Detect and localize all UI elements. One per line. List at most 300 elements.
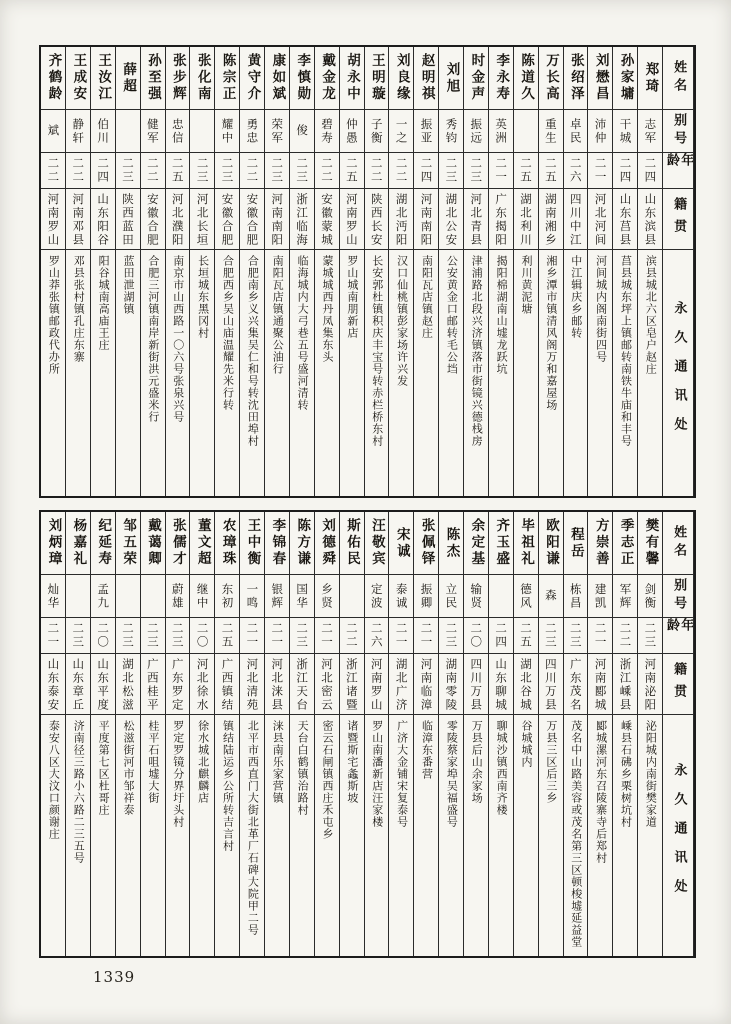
entry-column (66, 47, 91, 496)
address-cell (265, 250, 289, 496)
age-cell (190, 618, 214, 654)
age-cell-text: 二三 (220, 157, 235, 184)
age-cell (539, 153, 563, 189)
header-label: 籍贯 (671, 662, 687, 706)
age-cell-text: 二一 (394, 622, 409, 649)
address-cell-text: 郾城漯河东召陵寨寺后郑村 (594, 720, 608, 864)
origin-cell-text: 河南泌阳 (643, 658, 658, 712)
alias-cell (613, 575, 637, 618)
alias-cell-text: 银辉 (270, 582, 285, 610)
name-cell-text: 胡永中 (343, 53, 360, 103)
entry-column (265, 512, 290, 956)
origin-cell-text: 河北徐水 (195, 658, 210, 712)
name-cell-text: 王成安 (70, 53, 87, 103)
name-cell-text: 宋诚 (393, 526, 410, 560)
entry-column (638, 512, 663, 956)
name-cell-text: 樊有馨 (642, 518, 659, 568)
address-cell-text: 长垣城东黑冈村 (196, 255, 210, 339)
age-cell-text: 二五 (220, 622, 235, 649)
name-cell (340, 512, 364, 575)
header-alias-cell (663, 110, 693, 153)
address-cell-text: 合肥南乡义兴集吴仁和号转沈田埠村 (246, 255, 260, 447)
address-cell-text: 密云石闸镇西庄禾屯乡 (321, 720, 334, 840)
age-cell (265, 618, 289, 654)
alias-cell (190, 575, 214, 618)
address-cell-text: 茂名中山路美容或茂名第三区顿梭墟延益堂 (569, 720, 583, 948)
address-cell (290, 250, 314, 496)
age-cell-text: 二五 (543, 157, 558, 184)
age-cell-text: 二一 (270, 622, 285, 649)
origin-cell (240, 189, 264, 250)
alias-cell (564, 110, 588, 153)
name-cell-text: 张佩铎 (418, 518, 435, 568)
address-cell (638, 250, 662, 496)
address-cell (564, 715, 588, 956)
entry-column (588, 512, 613, 956)
address-cell-text: 济南径三路小六路二三五号 (72, 720, 86, 864)
origin-cell (588, 189, 612, 250)
name-cell-text: 汪敬宾 (368, 518, 385, 568)
name-cell (166, 47, 190, 110)
entry-column (315, 512, 340, 956)
address-cell (489, 250, 513, 496)
origin-cell-text: 广东罗定 (170, 658, 185, 712)
entry-column (41, 47, 66, 496)
age-cell (464, 618, 488, 654)
origin-cell-text: 浙江嵊县 (618, 658, 633, 712)
name-cell (340, 47, 364, 110)
alias-cell-text: 重生 (543, 117, 558, 145)
name-cell (638, 512, 662, 575)
alias-cell (539, 110, 563, 153)
age-cell-text: 二六 (568, 157, 583, 184)
age-cell-text: 二一 (46, 622, 61, 649)
address-cell-text: 罗山城南朋新店 (345, 255, 359, 339)
entry-column (116, 512, 141, 956)
name-cell-text: 赵明祺 (418, 53, 435, 103)
origin-cell-text: 浙江诸暨 (344, 658, 359, 712)
address-cell-text: 聊城沙镇西南齐楼 (495, 720, 509, 816)
header-alias-cell (663, 575, 693, 618)
address-cell (365, 715, 389, 956)
origin-cell-text: 河南罗山 (369, 658, 384, 712)
entry-column (290, 512, 315, 956)
address-cell-text: 汉口仙桃镇彭家场许兴发 (395, 255, 409, 387)
address-cell-text: 邓县张村镇孔庄东寨 (72, 255, 86, 363)
origin-cell (91, 654, 115, 715)
age-cell-text: 二四 (494, 622, 509, 649)
name-cell (116, 47, 140, 110)
address-cell (315, 715, 339, 956)
entry-column (141, 47, 166, 496)
address-cell-text: 罗山南潘新店汪家楼 (370, 720, 384, 828)
address-cell-text: 罗定罗镜分界圩头村 (171, 720, 185, 828)
address-cell (514, 715, 538, 956)
origin-cell-text: 广东揭阳 (494, 193, 509, 247)
alias-cell-text: 卓民 (568, 117, 583, 145)
address-cell (116, 250, 140, 496)
address-cell (514, 250, 538, 496)
entry-column (613, 47, 638, 496)
name-cell (464, 47, 488, 110)
name-cell (539, 47, 563, 110)
origin-cell-text: 安徽合肥 (220, 193, 235, 247)
age-cell (439, 153, 463, 189)
origin-cell (514, 654, 538, 715)
alias-cell-text: 乡贤 (320, 582, 334, 610)
origin-cell (141, 189, 165, 250)
address-cell-text: 南阳瓦店镇通聚公油行 (271, 255, 285, 375)
name-cell-text: 陈方谦 (294, 518, 311, 568)
entry-column (564, 47, 589, 496)
name-cell-text: 王汝江 (95, 53, 112, 103)
entry-column (91, 512, 116, 956)
name-cell-text: 欧阳谦 (542, 518, 559, 568)
alias-cell (290, 110, 314, 153)
name-cell-text: 董文超 (194, 518, 211, 568)
name-cell-text: 季志正 (617, 518, 634, 568)
name-cell (66, 47, 90, 110)
address-cell-text: 桂平石咀墟大街 (146, 720, 160, 804)
alias-cell (365, 575, 389, 618)
entry-column (489, 512, 514, 956)
origin-cell (514, 189, 538, 250)
address-cell (439, 715, 463, 956)
alias-cell-text: 一鸣 (245, 582, 260, 610)
age-cell (215, 618, 239, 654)
alias-cell (41, 575, 65, 618)
name-cell-text: 李锦春 (269, 518, 286, 568)
header-label: 籍贯 (671, 197, 687, 241)
header-label: 永久通讯处 (671, 763, 687, 908)
age-cell-text: 二〇 (469, 622, 484, 649)
age-cell (41, 618, 65, 654)
address-cell (389, 250, 413, 496)
address-cell-text: 合肥三河镇南岸新街洪元盛米行 (146, 255, 160, 423)
origin-cell (588, 654, 612, 715)
name-cell (190, 512, 214, 575)
origin-cell (539, 189, 563, 250)
alias-cell-text: 秀钧 (444, 117, 459, 145)
age-cell (66, 153, 90, 189)
address-cell (166, 250, 190, 496)
name-cell (290, 47, 314, 110)
header-address-cell (663, 250, 693, 496)
entry-column (116, 47, 141, 496)
name-cell-text: 刘德舜 (319, 518, 336, 568)
alias-cell-text: 沛仲 (593, 117, 608, 145)
name-cell-text: 万长高 (542, 53, 559, 103)
name-cell (141, 47, 165, 110)
address-cell-text: 泰安八区大汶口颜谢庄 (47, 720, 61, 840)
address-cell-text: 中江辑庆乡邮转 (569, 255, 583, 339)
address-cell-text: 河间城内阁南街四号 (594, 255, 608, 363)
alias-cell-text: 勇忠 (245, 117, 260, 145)
age-cell (564, 618, 588, 654)
address-cell-text: 长安郭杜镇积庆丰宝号转赤栏桥东村 (370, 255, 384, 447)
age-cell (613, 618, 637, 654)
origin-cell-text: 河南南阳 (419, 193, 434, 247)
alias-cell-text: 栋昌 (568, 582, 583, 610)
address-cell-text: 松滋街河市邹祥泰 (122, 720, 135, 816)
age-cell (365, 153, 389, 189)
age-cell (340, 153, 364, 189)
name-cell (365, 47, 389, 110)
origin-cell-text: 河北河间 (593, 193, 608, 247)
address-cell-text: 天台白鹤镇治路村 (296, 720, 310, 816)
name-cell-text: 农璋珠 (219, 518, 236, 568)
origin-cell (315, 189, 339, 250)
alias-cell-text: 继中 (195, 582, 210, 610)
alias-cell (439, 575, 463, 618)
entry-column (539, 47, 564, 496)
age-cell (91, 618, 115, 654)
name-cell-text: 李永寿 (493, 53, 510, 103)
address-cell (240, 250, 264, 496)
address-cell (464, 715, 488, 956)
alias-cell-text: 振亚 (419, 117, 434, 145)
origin-cell (638, 189, 662, 250)
origin-cell (166, 654, 190, 715)
alias-cell (166, 575, 190, 618)
alias-cell (588, 110, 612, 153)
origin-cell-text: 湖北沔阳 (394, 193, 409, 247)
name-cell (439, 47, 463, 110)
address-cell (489, 715, 513, 956)
alias-cell-text: 英洲 (494, 117, 509, 145)
origin-cell (564, 654, 588, 715)
origin-cell (464, 189, 488, 250)
name-cell (240, 512, 264, 575)
age-cell (613, 153, 637, 189)
alias-cell (365, 110, 389, 153)
origin-cell-text: 河南罗山 (46, 193, 61, 247)
alias-cell-text: 森 (543, 589, 558, 603)
origin-cell-text: 湖北公安 (444, 193, 459, 247)
name-cell (265, 512, 289, 575)
age-cell (116, 618, 140, 654)
alias-cell (588, 575, 612, 618)
address-cell (91, 250, 115, 496)
alias-cell-text: 忠信 (170, 117, 185, 145)
origin-cell (116, 189, 140, 250)
name-cell (514, 512, 538, 575)
address-cell-text: 临海城内大弓巷五号盛河清转 (296, 255, 310, 411)
origin-cell-text: 广西镇结 (220, 658, 235, 712)
age-cell-text: 二五 (519, 157, 533, 184)
age-cell (389, 618, 413, 654)
age-cell (414, 618, 438, 654)
name-cell (564, 47, 588, 110)
address-cell-text: 莒县城东坪上镇邮转南铁牛庙和丰号 (619, 255, 633, 447)
name-cell-text: 刘良缘 (393, 53, 410, 103)
alias-cell-text: 干城 (618, 117, 633, 145)
age-cell-text: 二二 (145, 157, 160, 184)
address-cell (166, 715, 190, 956)
name-cell-text: 斯佑民 (343, 518, 360, 568)
age-cell-text: 二一 (593, 157, 608, 184)
name-cell-text: 纪延寿 (95, 518, 112, 568)
entry-column (166, 47, 191, 496)
alias-cell (290, 575, 314, 618)
alias-cell-text: 灿华 (46, 582, 61, 610)
address-cell (265, 715, 289, 956)
entry-column (489, 47, 514, 496)
name-cell-text: 孙家墉 (617, 53, 634, 103)
alias-cell (240, 110, 264, 153)
alias-cell (564, 575, 588, 618)
entry-column (439, 512, 464, 956)
name-cell-text: 王明璇 (368, 53, 385, 103)
origin-cell (613, 189, 637, 250)
address-cell-text: 泌阳城内南街樊家道 (644, 720, 658, 828)
age-cell-text: 二三 (270, 157, 285, 184)
alias-cell (41, 110, 65, 153)
name-cell-text: 张步辉 (169, 53, 186, 103)
address-cell (414, 715, 438, 956)
alias-cell (514, 110, 538, 153)
age-cell (588, 153, 612, 189)
origin-cell-text: 湖北广济 (394, 658, 409, 712)
address-cell (389, 715, 413, 956)
age-cell-text: 二二 (618, 622, 633, 649)
origin-cell (414, 654, 438, 715)
origin-cell (240, 654, 264, 715)
name-cell (539, 512, 563, 575)
age-cell (489, 153, 513, 189)
age-cell-text: 二三 (444, 157, 459, 184)
age-cell-text: 二一 (494, 157, 509, 184)
origin-cell-text: 河北长垣 (195, 193, 210, 247)
name-cell-text: 李慎勋 (294, 53, 311, 103)
address-cell (439, 250, 463, 496)
alias-cell (141, 110, 165, 153)
name-cell (41, 47, 65, 110)
header-age-cell (663, 153, 693, 189)
alias-cell-text: 建凯 (593, 582, 608, 610)
alias-cell (265, 110, 289, 153)
address-cell (290, 715, 314, 956)
name-cell (215, 512, 239, 575)
age-cell (564, 153, 588, 189)
age-cell-text: 二四 (618, 157, 633, 184)
origin-cell (91, 189, 115, 250)
entry-column (41, 512, 66, 956)
name-cell-text: 戴蔼卿 (144, 518, 161, 568)
alias-cell (215, 110, 239, 153)
alias-cell (315, 110, 339, 153)
name-cell (514, 47, 538, 110)
header-label: 年龄 (664, 153, 693, 171)
alias-cell-text: 一之 (394, 117, 409, 145)
address-cell (588, 715, 612, 956)
age-cell-text: 二二 (320, 157, 334, 184)
age-cell (290, 153, 314, 189)
origin-cell-text: 四川万县 (543, 658, 558, 712)
age-cell-text: 二六 (369, 622, 384, 649)
name-cell-text: 陈道久 (518, 53, 535, 103)
address-cell (638, 715, 662, 956)
age-cell-text: 二三 (195, 157, 210, 184)
entry-column (66, 512, 91, 956)
entry-column (514, 47, 539, 496)
origin-cell-text: 浙江天台 (295, 658, 310, 712)
origin-cell-text: 河南罗山 (344, 193, 359, 247)
origin-cell-text: 山东聊城 (494, 658, 509, 712)
name-cell-text: 张儒才 (169, 518, 186, 568)
age-cell-text: 二三 (121, 622, 135, 649)
alias-cell (439, 110, 463, 153)
name-cell (365, 512, 389, 575)
origin-cell-text: 陕西蓝田 (121, 193, 135, 247)
address-cell-text: 广济大金铺宋复泰号 (395, 720, 409, 828)
origin-cell (66, 654, 90, 715)
entry-column (190, 512, 215, 956)
age-cell (365, 618, 389, 654)
header-origin-cell (663, 189, 693, 250)
name-cell-text: 杨嘉礼 (70, 518, 87, 568)
age-cell (315, 153, 339, 189)
header-label: 别号 (671, 113, 687, 149)
age-cell-text: 二一 (593, 622, 608, 649)
age-cell (588, 618, 612, 654)
name-cell (66, 512, 90, 575)
entry-column (91, 47, 116, 496)
origin-cell (613, 654, 637, 715)
name-cell-text: 刘炳璋 (45, 518, 62, 568)
alias-cell-text: 俊 (295, 124, 310, 138)
alias-cell (464, 575, 488, 618)
entry-column (389, 512, 414, 956)
name-cell-text: 时金声 (468, 53, 485, 103)
entry-column (141, 512, 166, 956)
name-cell (91, 47, 115, 110)
entry-column (215, 512, 240, 956)
address-cell (365, 250, 389, 496)
name-cell (91, 512, 115, 575)
name-cell-text: 张化南 (194, 53, 211, 103)
header-label: 年龄 (664, 618, 693, 636)
address-cell-text: 南阳瓦店镇赵庄 (420, 255, 434, 339)
entry-column (190, 47, 215, 496)
age-cell-text: 二四 (643, 157, 658, 184)
alias-cell-text: 东初 (220, 582, 235, 610)
address-cell-text: 公安黄金口邮转毛公垱 (445, 255, 459, 375)
alias-cell-text: 德风 (519, 582, 533, 610)
origin-cell (365, 654, 389, 715)
alias-cell-text: 立民 (444, 582, 459, 610)
header-name-cell (663, 47, 693, 110)
address-cell-text: 谷城城内 (520, 720, 533, 768)
age-cell-text: 二三 (295, 157, 310, 184)
name-cell-text: 孙至强 (144, 53, 161, 103)
origin-cell (638, 654, 662, 715)
age-cell-text: 二二 (245, 157, 260, 184)
origin-cell (41, 189, 65, 250)
age-cell-text: 二二 (394, 157, 409, 184)
entry-column (240, 512, 265, 956)
entry-column (365, 512, 390, 956)
alias-cell (315, 575, 339, 618)
address-cell-text: 合肥西乡吴山庙温耀先米行转 (221, 255, 235, 411)
age-cell (514, 618, 538, 654)
alias-cell (638, 575, 662, 618)
address-cell-text: 南京市山西路一〇六号张泉兴号 (171, 255, 185, 423)
alias-cell-text: 碧寿 (320, 117, 334, 145)
address-cell-text: 阳谷城南高庙王庄 (97, 255, 111, 351)
age-cell-text: 二三 (469, 157, 484, 184)
address-cell-text: 镇结陆运乡公所转吉言村 (221, 720, 235, 852)
